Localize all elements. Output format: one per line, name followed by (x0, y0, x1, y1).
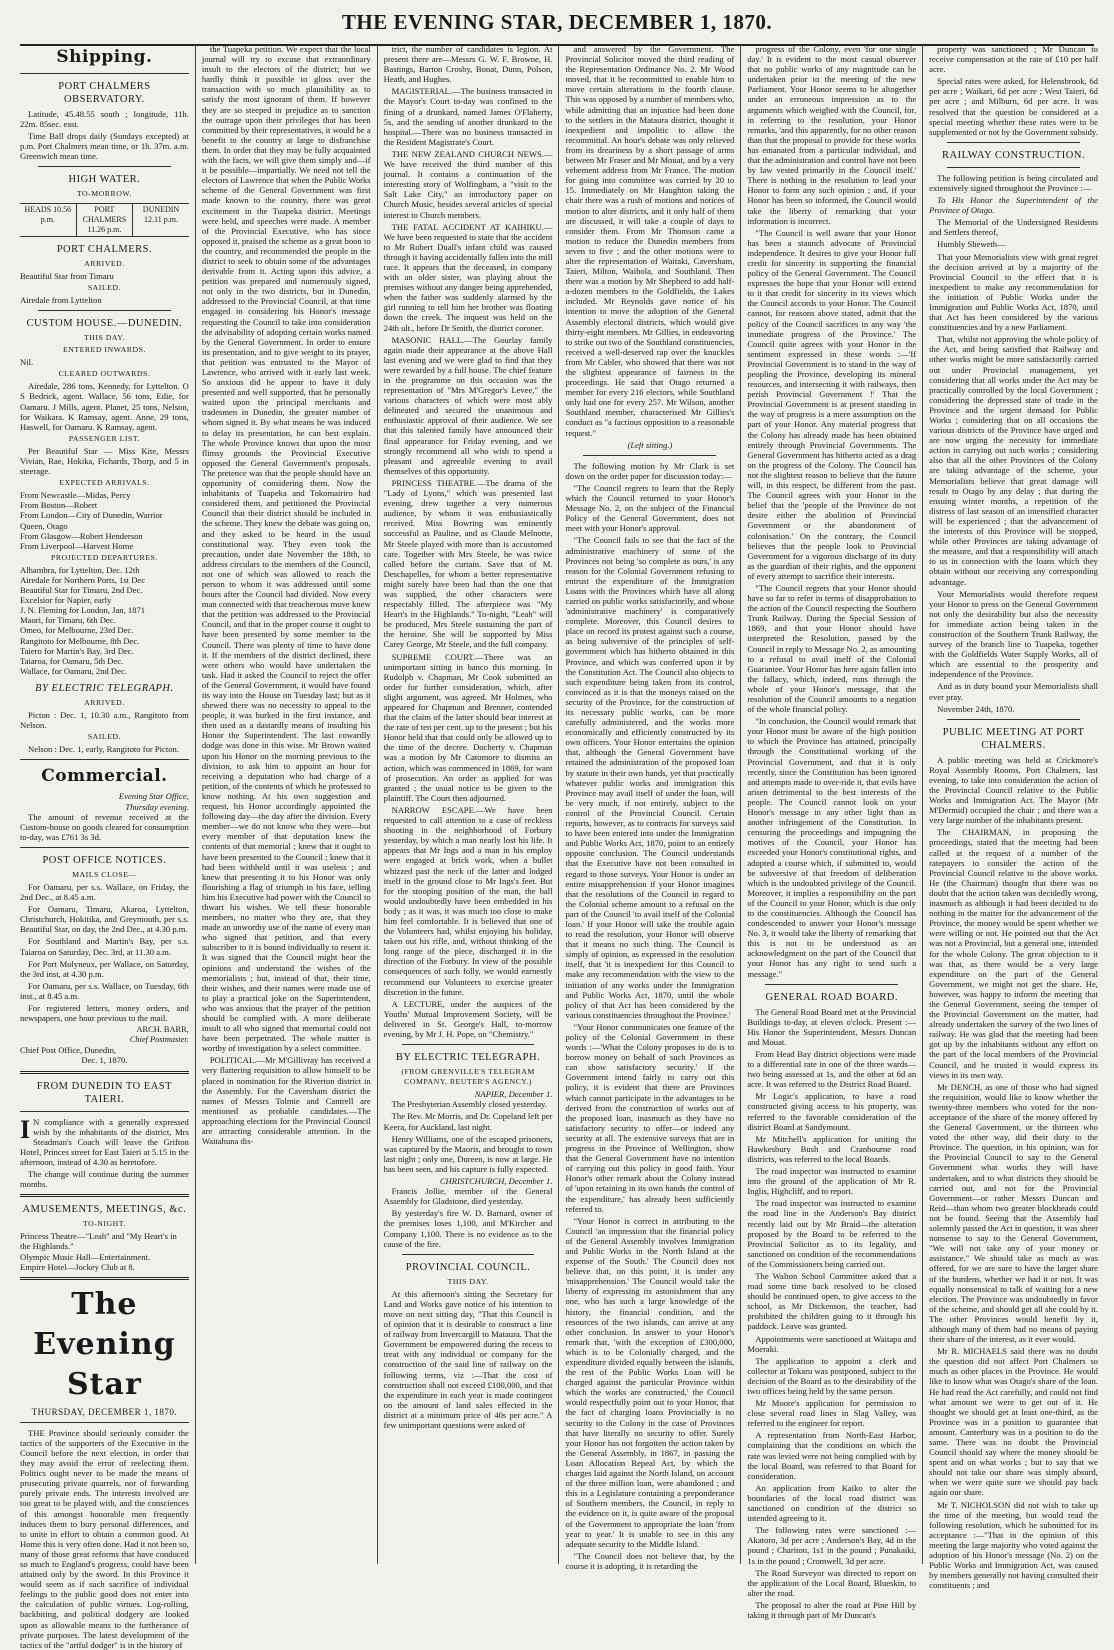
road-board-title: GENERAL ROAD BOARD. (765, 991, 898, 1003)
divider (20, 1071, 189, 1074)
motion-paragraph: "The Council regrets to learn that the Reply which the Council returned to your Honor's Message No. 2, on the subject of the Financial Policy of the General Government, does not meet with your Honor's approval. (565, 482, 735, 534)
amusement-item: Empire Hotel—Jockey Club at 8. (20, 1261, 135, 1272)
news-paragraph: A LECTURE, under the auspices of the Youths' Mutual Improvement Society, will be delivered in St. George's Hall, to-morrow evening, by Mr J. H. Pope, on "Chemistry." (383, 998, 553, 1039)
tide-table (20, 203, 189, 237)
left-sitting: (Left sitting.) (627, 439, 673, 450)
port-arrived-label: ARRIVED. (84, 258, 125, 268)
council-continued: and answered by the Government. The Provincial Solicitor moved the third reading of the Representation Ordinance No. 2. Mr Wood moved, that it be recommitted to enable him to move certain alterations in the fourth clause. This was opposed by a number of members who, while admitting that an injustice had been done to the settlers in the Mataura district, thought it inexpedient and impolitic to allow the recommittal. An hour's debate was only relieved from its dreariness by a short passage of arms between Mr Fraser and Mr Mouat, and by a very vehement address from Mr France. The motion for going into committee was carried by 20 to 15. Immediately on Mr Haughton taking the chair there was a rush of motions and notices of motion to alter districts, and it only half of them are discussed, it will take a couple of days to consider them. From Mr Thomson came a motion to reduce the Dunedin members from seven to five ; and the other motions were to alter the representation of Waitaki, Caversham, Taieri, Milton, Waihola, and Southland. Then there was a motion by Mr Shepherd to add half-a-dozen members to the Goldfields, the Lakes included. Mr Reynolds gave notice of his intention to move the adoption of the General Assembly electoral districts, which would give thirty-eight members. Mr Gillies, in endeavoring to strike out two of the Southland constituencies, received a well-deserved rap over the knuckles from Mr Cabler, who showed that there was not the slightest appearance of fairness in the proceedings. He said that Otago returned a member for every 216 electors, while Southland only had one for every 257. Mr Wilson, another Southland member, characterised Mr Gillies's conduct as "a factious opposition to a reasonable request." (565, 44, 735, 438)
amusement-item: Olympic Music Hall—Entertainment. (20, 1251, 151, 1262)
expected-item: From London—City of Dunedin, Warrior Queen, Otago (20, 510, 163, 531)
motion-intro: The following motion by Mr Clark is set down on the order paper for discussion today:— (565, 460, 735, 481)
council-text: At this afternoon's sitting the Secretary for Land and Works gave notice of his intention to move on next sitting day, "That this Council is of opinion that it is desirable to construct a line of railway from Invercargill to Mataura. That the Government be empowered during the recess to treat with any individual or company for the construction of the said line of railway on the following terms, viz :—That the cost of construction shall not exceed £100,000, and that the expenditure in each year is made contingent on the amount of land sales effected in the district at a minimum price of 40s per acre." A few unimportant questions were asked of (383, 1288, 553, 1430)
political-paragraph: POLITICAL.—Mr M'Gillivray has received a very flattering requisition to allow himself to be placed in nomination for the Riverton district in the Assembly. For the Caversham district the names of Messrs Tolmie and Cantrell are mentioned as probable candidates.—The approaching elections for the Provincial Council are attracting considerable attention. In the Waitahuna dis- (201, 1055, 371, 1147)
electric-sailed-label: SAILED. (87, 732, 121, 742)
taieri-text (20, 1114, 189, 1167)
meeting-paragraph: Mr R. MICHAELS said there was no doubt the question did not affect Port Chalmers so much as other places in the Province. He would like to know what was Otago's share of the loan. He had read the Act carefully, and could not find what amount we were to get out of it. He thought we should get at least one-third, as the Province was in a position to guarantee that amount. Canterbury was in a position to do the same. There was no doubt the Provincial Council should say where the money should be spent and on what works ; but to say that we should not take our share was simply absurd, when we were quite sure we should pay back again our share. (929, 1346, 1098, 1498)
projected-item: Alhambra, for Lyttelton, Dec. 12th (20, 564, 140, 575)
high-water-sub: TO-MORROW. (76, 189, 132, 199)
dropcap: I (20, 1114, 31, 1144)
dateline: THURSDAY, DECEMBER 1, 1870. (31, 1406, 178, 1417)
divider (38, 310, 171, 311)
masthead (0, 10, 1114, 42)
commercial-header: Commercial. (41, 766, 168, 787)
divider (402, 1044, 535, 1045)
projected-item: Beautiful Star for Timaru, 2nd Dec. (20, 585, 143, 596)
motion-continued: progress of the Colony, even 'for one single day.' It is evident to the most casual observer that no public works of any magnitude can be undertaken prior to the meeting of the new Parliament. Your Honor seems to be altogether under an erroneous impression as to the arguments which weighed with the Council, for, in referring to the resolution, your Honor remarks, 'and this apparently, for no other reason than that the proposal to provide for these works has emanated from a particular individual, and that the administration and control have not been by law vested primarily in the Council itself.' There is nothing in the resolution to lead your Honor to form any such opinion ; and, if your Honor has been so informed, the Council would take the liberty of remarking that your information is incorrect. (747, 44, 917, 226)
road-paragraph: The Road Surveyor was directed to report on the application of the Local Board, Blueskin, to alter the road. (747, 1567, 917, 1598)
post-line: For registered letters, money orders, and newspapers, one hour previous to the mail. (20, 1003, 189, 1024)
post-line: For Oamaru, per s.s. Wallace, on Tuesday, 6th inst., at 8.45 a.m. (20, 980, 189, 1001)
high-water-title: HIGH WATER. (68, 174, 141, 186)
taieri-text2: The change will continue during the summer months. (20, 1169, 189, 1190)
customs-cleared-label: CLEARED OUTWARDS. (58, 369, 151, 379)
column-3 (377, 44, 559, 1564)
editorial-continued: the Tuapeka petition. We expect that the local journal will try to excuse that extraordinary insult to the electors of the district; but we hardly think it possible to gloss over the transaction with so much plausibility as to satisfy the most ignorant of them. If however they are so steeped in prejudice as to sanction the outrage upon their privileges that has been committed by their representatives, it would be a benefit to the country at large to disfranchise them. In order that they may be fully acquainted with the facts, we will give them simply and—if it be possible—impartially. We need not tell the electors of Lawrence that when the Public Works scheme of the General Government was first made known to the country, there was great excitement in the Tuapeka district. Meetings were held, and speeches were made. A member of the Provincial Executive, who has since opposed it, praised the scheme as a great boon to the country, and recommended the people in the district to seek to obtain some of the advantages derivable from it. Acting upon this advice, a petition was prepared and numerously signed, not only in the two districts, but in Dunedin, addressed to the Provincial Council, at that time engaged in considering his Honor's message requesting the Council to take into consideration the advisability of adopting certain works named by the General Government. In order to ensure its presentation, and to give weight to its prayer, that petition was entrusted to the Mayor of Lawrence, who arrived with it early last week. So anxious did he appear to have it duly presented and well supported, that he personally waited upon the principal merchants and tradesmen in Dunedin, the greater number of whom signed it. By what means he was induced to delay its presentation, he can best explain. The whole Province knows that upon the most flimsy grounds the Provincial Executive opposed the General Government's proposals. The pretence was that the people should have an opportunity of considering them. Now the inhabitants of Tuapeka and Tokomairiro had considered them, and petitioned the Provincial Council that their district should be included in the scheme. They knew the debate was going on, and they asked to be heard in the usual constitutional way. They even took the precaution, under date November the 18th, to address circulars to the members of the Council, not one of which was allowed to reach the person to whom it was addressed until some hours after the Council had divided. Now every man connected with that treacherous move knew that the petition was addressed to the Provincial Council, and that in the proper course it ought to have been presented by some member to the Council. There was plenty of time to have done it. If the members of the district declined, there were others who would have undertaken the task. Had it asked the Council to reject the offer of the General Government, it would have found its way into the House on Tuesday last; but as it shewed there was no necessity to appeal to the people, it was burked in the first instance, and then used as a dastardly means of insulting his Honor the Superintendent. The last cowardly dodge was done in this wise. Mr Brown waited upon his Honor on the morning previous to the division, to ask him to appoint an hour for receiving a deputation who had charge of a petition, of the contents of which he professed to know nothing. At his own suggestion and request, his Honor accordingly appointed the following day—the day after the division. Every member—we do not know who they were—but every member of that deputation knew the contents of that memorial ; knew that it ought to have been presented to the Council ; knew that it had been withheld until it was useless ; and knew that presenting it to his Honor was only flourishing a flag of triumph in his face, telling him his Executive had power with the Council to thwart his wishes. We tell these honorable members, no matter who they are, that they made an unworthy use of the name of every man who signed that petition, and that every subscriber to it is bound individually to resent it. It was signed that the Council might hear the opinions and understand the wishes of the memorialists ; but, instead of that, their time, their wishes, and their names were made use of to play a practical joke on the Superintendent, who was anxious that the prayer of the petition should be complied with. A more deliberate insult to all who signed that memorial could not have been perpetrated. The whole matter is worthy of investigation by a select committee. (201, 44, 371, 1054)
tide-cell: HEADS 10.56 p.m. (24, 204, 72, 224)
council-title: PROVINCIAL COUNCIL. (405, 1261, 531, 1273)
road-paragraph: An application from Kaiko to alter the boundaries of the local road district was sanctioned on condition of the district so intended agreeing to it. (747, 1482, 917, 1524)
projected-item: Taiaroa, for Oamaru, 5th Dec. (20, 655, 124, 666)
paper-title: The Evening Star (33, 1286, 176, 1402)
post-signer-title: Chief Postmaster. (129, 1035, 189, 1045)
road-paragraph: The Walton School Committee asked that a road some time back resolved to be closed should be continued open, to give access to the school, as Mr Dickenson, the teacher, had prohibited the children going to it through his paddock. Leave was granted. (747, 1270, 917, 1332)
projected-item: Excelsior for Napier, early (20, 595, 112, 606)
divider (947, 142, 1080, 143)
telegraph-item: By yesterday's fire W. D. Barnard, owner of the premises loses 1,100, and M'Kircher and Company 1,100. There is no evidence as to the cause of the fire. (383, 1208, 553, 1249)
meeting-paragraph: Mr T. NICHOLSON did not wish to take up the time of the meeting, but would read the following resolution, which he submitted for its acceptance :—"That in the opinion of this meeting the large majority who voted against the adoption of his Honor's message (No. 2) on the Public Works and Immigration Act, was caused by members generally not having consulted their constituents ; and (929, 1499, 1098, 1591)
road-paragraph: The General Road Board met at the Provincial Buildings to-day, at eleven o'clock. Present :—His Honor the Superintendent, Messrs Duncan and Mouat. (747, 1006, 917, 1047)
projected-item: Rangitoto for Melbourne, 8th Dec. (20, 635, 140, 646)
taieri-body: N compliance with a generally expressed wish by the inhabitants of the district, Mrs Steadman's Coach will leave the Grifton Hotel, Princes street for East Taieri at 5.15 in the afternoon, instead of 4.30 as heretofore. (20, 1116, 189, 1167)
telegraph-dateline: CHRISTCHURCH, December 1. (439, 1176, 553, 1187)
council-day: THIS DAY. (447, 1276, 489, 1286)
post-office: Chief Post Office, Dunedin, (20, 1045, 117, 1056)
amusements-sub: TO-NIGHT. (82, 1219, 126, 1229)
divider (20, 847, 189, 848)
expected-item: From Newcastle—Midas, Percy (20, 490, 131, 501)
divider (20, 1194, 189, 1197)
post-date: Dec. 1, 1870. (81, 1055, 128, 1066)
road-paragraph: A representation from North-East Harbor, complaining that the conditions on which the rate was levied were not being complied with by the local Board, was referred to that Board for consideration. (747, 1430, 917, 1481)
passenger-list: Per Beautiful Star — Miss Kite, Messrs Vivian, Rae, Hokika, Fichards, Thorp, and 5 in steerage. (20, 445, 189, 477)
divider (402, 1254, 535, 1255)
petition-paragraph: And as in duty bound your Memorialists shall ever pray. (929, 681, 1098, 702)
post-signer: ARCH. BARR, (136, 1025, 189, 1035)
road-paragraph: The proposal to alter the road at Pine Hill by taking it through part of Mr Duncan's (747, 1599, 917, 1620)
expected-label: EXPECTED ARRIVALS. (59, 478, 150, 488)
road-paragraph: The application to appoint a clerk and collector at Tokaru was postponed, subject to the decision of the Board as to the desirability of the two offices being held by the same person. (747, 1355, 917, 1396)
news-paragraph: SUPREME COURT.—There was an unimportant sitting in banco this morning. In Rudolph v. Chapman, Mr Cook submitted an order for further consideration, which, after slight argument, was agreed. Mr Holmes, who appeared for Chapman and Brenner, contended that the claim of the latter should bear interest at the rate of ten per cent. up to the present ; but his Honor held that that could only be allowed up to the time of the decree. Docherty v. Chapman was a motion by Mr Catomore to dismiss an action, which was commenced in 1869, for want of prosecution. An order as applied for was granted ; the usual notice to be given to the plaintiff. The Court then adjourned. (383, 651, 553, 803)
electric-sailed: Nelson : Dec. 1, early, Rangitoto for Picton. (28, 744, 179, 755)
meeting-paragraph: The CHAIRMAN, in proposing the proceedings, stated that the meeting had been called at the request of a number of the ratepayers to consider the action of the Provincial Council relative to the above works. He (the Chairman) thought that there was no doubt that the action taken was decidedly wrong, inasmuch as although it had been decided to do nothing in the matter for the advancement of the Province, the money would be spent whether we were willing or not. He pointed out that the Act was not a Provincial, but a general one, intended for the whole Colony. The great objection to it was that, as there would be a very large expenditure on the part of the General Government, we might not get the share. He, however, was happy to inform the meeting that the General Government, seeing the temper of the Provincial Government on the matter, had already undertaken the survey of the two lines of railway. He was glad that the meeting had been got up by the inhabitants without any effort on the part of the local members of the Provincial Council, and he trusted it would express its views in its own way. (929, 827, 1098, 1080)
tide-cell: DUNEDIN 12.11 p.m. (132, 204, 189, 236)
post-line: For Port Molyneux, per Wallace, on Saturday, the 3rd inst, at 4.30 p.m. (20, 958, 189, 979)
tide-cell: PORT CHALMERS 11.26 p.m. (76, 204, 133, 236)
meeting-title: PUBLIC MEETING AT PORT CHALMERS. (942, 726, 1085, 751)
port-sailed: Airedale from Lyttelton (20, 294, 102, 305)
column-1 (20, 44, 195, 1650)
projected-item: J. N. Fleming for London, Jan, 1871 (20, 605, 146, 616)
column-6 (922, 44, 1098, 1591)
news-paragraph: trict, the number of candidates is legion. At present there are—Messrs G. W. F. Browne, H. Bastings, Barton Crosby, Bonat, Dunn, Polson, Heath, and Hughes. (383, 44, 553, 85)
projected-item: Omeo, for Melbourne, 23rd Dec. (20, 625, 134, 636)
meeting-paragraph: Mr DENCH, as one of those who had signed the requisition, would like to know whether the twenty-three members who voted for the non-acceptance of the share of the money offered by the General Government, or the thirteen who voted the other way, did their duty to the Province. The question, in his opinion, was for the Provincial Council to say to the General Government what works they will have undertaken, and to what districts they should be carried out, and not for the Provincial Government—or rather Messrs Duncan and Reid—than whom two greater blockheads could not be found. Seeing that the Assembly had solemnly passed the Act in question, it was sheer nonsense to say to the General Government, "We will not take any of your money or assistance." We should take as much as was offered, for we are sure to have the larger share of the burdens, whether we had it or not. It was equally nonsensical to talk of waiting for a new election. The Province was undoubtedly in favor of the scheme, and should get all she could by it. The other Provinces would benefit by it, although many of them had no means of paying their share of the interest, as it ever would. (929, 1081, 1098, 1345)
customs-cleared: Airedale, 286 tons, Kennedy, for Lyttelton. O S Bedrick, agent. Wallace, 56 tons, Edie, for Oamaru. J Mills, agent. Planet, 25 tons, Nelson, for Waikara. K Ramsay, agent. Anne, 29 tons, Haswell, for Oamaru. K Ramsay, agent. (20, 381, 189, 432)
telegraph-dateline: NAPIER, December 1. (474, 1089, 553, 1100)
taieri-title: FROM DUNEDIN TO EAST TAIERI. (36, 1080, 173, 1105)
railway-title: RAILWAY CONSTRUCTION. (941, 149, 1086, 161)
projected-item: Taiero for Martin's Bay, 3rd Dec. (20, 645, 134, 656)
masthead-title: THE EVENING STAR, DECEMBER 1, 1870. (341, 10, 773, 34)
road-paragraph: Mr Moore's application for permission to close several road lines in Slag Valley, was referred to the engineer for report. (747, 1398, 917, 1429)
customs-entered-label: ENTERED INWARDS. (62, 345, 146, 355)
petition-intro: The following petition is being circulated and extensively signed throughout the Province :— (929, 172, 1098, 193)
passenger-label: PASSENGER LIST. (68, 433, 141, 443)
news-paragraph: THE NEW ZEALAND CHURCH NEWS.—We have received the third number of this journal. It contains a continuation of the interesting story of Wolfingham, a "visit to the Salt Lake City," an introductory paper on Church Music, besides several articles of special interest to Church members. (383, 148, 553, 220)
petition-address: To His Honor the Superintendent of the Province of Otago. (929, 195, 1098, 216)
port-title: PORT CHALMERS. (56, 243, 153, 255)
observatory-line: Latitude, 45.48.55 south ; longitude, 11h. 22m. 85sec. east. (20, 109, 189, 130)
telegraph-item: Francis Jollie, member of the General Assembly for Gladstone, died yesterday. (383, 1186, 553, 1207)
post-title: POST OFFICE NOTICES. (42, 854, 167, 866)
amusements-title: AMUSEMENTS, MEETINGS, &c. (22, 1204, 187, 1216)
editorial-text: THE Province should seriously consider the tactics of the supporters of the Executive in the Council before the next election, in order that they may avoid the error of reelecting them. Politics ought never to be made the means of prosecuting private quarrels, nor of forwarding purely private ends. The interests involved are too great to be played with, and the consciences of this amongst honorable men frequently induces them to bury personal differences, and to unite in effort to obtain a common good. At Home this is very often done. Had it not been so, many of those great reforms that have conduced so much to England's progress, could have been attained only by the sword. In this Province it would seem as if such sacrifice of individual feelings to the public good does not enter into the calculation of public virtues. Log-rolling, backbiting, and political dodgery are looked upon as allowable means to the furtherance of private purposes. The latest development of the tactics of the "artful dodger" is in the history of (20, 1427, 189, 1650)
road-paragraph: Mr Logic's application, to have a road constructed giving access to his property, was referred to the favorable consideration of the district Board at Sandymount. (747, 1091, 917, 1132)
projected-item: Maori, for Timaru, 6th Dec. (20, 615, 116, 626)
column-4 (558, 44, 740, 1571)
petition-memorial: The Memorial of the Undersigned Residents and Settlers thereof, (929, 217, 1098, 238)
post-sub: MAILS CLOSE— (72, 869, 137, 879)
motion-paragraph: "In conclusion, the Council would remark that your Honor must be aware of the high position to which the Province has attained, principally through the Constitutional working of the Provincial Government, and that it is only recently, since the Constitution has been ignored and attempts made to over-ride it, that evils have arisen detrimental to the best interests of the people. The Council cannot look on your Honor's message in any other light than as another infringement of the Constitution. In censuring the proceedings and impugning the motives of the Council, your Honor has exceeded your Honor's constitutional rights, and adopted a course which, if submitted to, would be subversive of that freedom of deliberation which is the undoubted privilege of the Council. Moreover, it implies a responsibility on the part of the Council to your Honor, which is due only to the constituencies. Although the Council has condescended to answer your Honor's message No. 3, it would take the liberty of remarking that this is not to be understood as an acknowledgment on the part of the Council that your Honor has any right to send such a message." (747, 716, 917, 979)
petition-paragraph: Your Memorialists would therefore request your Honor to press on the General Government not only the desirability but also the necessity for immediate action being taken in the construction of the Southern Trunk Railway, the survey of the branch line to Tuapeka, together with the Goldfields Water Supply Works, all of which are essential to the prosperity and independence of the Province. (929, 588, 1098, 680)
observatory-title: PORT CHALMERS OBSERVATORY. (58, 81, 151, 105)
customs-day: THIS DAY. (83, 332, 125, 342)
projected-label: PROJECTED DEPARTURES. (51, 552, 158, 562)
telegraph-item: Henry Williams, one of the escaped prisoners, was captured by the Maoris, and brought to town last night ; only one, Dureen, is now at large. He has been seen, and his capture is fully expected. (383, 1133, 553, 1174)
road-paragraph: Special rates were asked, for Helensbrook, 6d per acre ; Waikari, 6d per acre ; West Taieri, 6d per acre ; and Milburn, 6d per acre. It was resolved that the question be considered at a special meeting whether these rates were to be supplemented or not by the Government subsidy. (929, 76, 1098, 137)
observatory-line: Time Ball drops daily (Sundays excepted) at p.m. Port Chalmers mean time, or 1h. 37m. a.m. Greenwich mean time. (20, 131, 189, 162)
divider (20, 1422, 189, 1423)
divider (947, 719, 1080, 720)
expected-item: From Glasgow—Robert Henderson (20, 530, 143, 541)
telegraph-title: BY ELECTRIC TELEGRAPH. (395, 1052, 541, 1064)
port-sailed-label: SAILED. (87, 282, 121, 292)
post-line: For Oamaru, Timaru, Akaroa, Lyttelton, Christchurch, Hokitika, and Greymouth, per s.s. Beautiful Star, on day, the 2nd Dec., at 4.30 p.m. (20, 904, 189, 935)
electric-title: BY ELECTRIC TELEGRAPH. (35, 682, 174, 694)
projected-item: Airedale for Northern Ports, 1st Dec (20, 575, 146, 585)
divider (20, 759, 189, 760)
news-paragraph: MAGISTERIAL.—The business transacted in the Mayor's Court to-day was confined to the fining of a drunkard, named James O'Flaherty, 5s, and the sending of another drunkard to the hospital.—There was no business transacted in the Resident Magistrate's Court. (383, 86, 553, 147)
news-paragraph: THE FATAL ACCIDENT AT KAIHIKU.—We have been requested to state that the accident to Mr Robert Duall's infant child was caused through it having accidentally fallen into the mill race. It appears that the deceased, in company with an older sister, was playing about the premises without any danger being apprehended, when the father was suddenly alarmed by the girl running to tell him her brother was floating down the creek. The inquest was held on the 24th ult., before Dr Smith, the district coroner. (383, 221, 553, 333)
news-paragraph: NARROW ESCAPE.—We have been requested to call attention to a case of reckless shooting in the neighborhood of Forbury yesterday, by which a man nearly lost his life. It appears that Mr Ings and a man in his employ were engaged at brick work, when a bullet whizzed past the neck of the latter and lodged itself in the ground close to Mr Ings's feet. But for the stooping position of the man, the ball would undoubtedly have been embedded in his body ; as it was, it was much too close to make him feel comfortable. It is believed that one of the Volunteers had, whilst enjoying his holiday, taken out his rifle, and, without thinking of the long range of the piece, discharged it in the direction of the Forbury. In view of the possible consequences of such folly, we would earnestly recommend our Volunteers to exercise greater discretion in the future. (383, 804, 553, 997)
amusement-item: Princess Theatre—"Leah" and "My Heart's in the Highlands." (20, 1231, 177, 1252)
motion-paragraph: "Your Honor is correct in attributing to the Council 'an impression that the financial policy of the General Assembly involves Immigration and Public Works in the North Island at the expense of the South.' The Council does not believe that, on this point, it is under any 'misapprehension.' The Council would take the liberty of expressing its astonishment that any one, who has such a large knowledge of the history, the financial condition, and the resources of the two islands, can arrive at any other conclusion. In answer to your Honor's remark that, 'with the exception of £300,000, which is to be Colonially charged, and the expenditure divided equally between the islands, the rest of the Public Works Loan will be charged against the particular Province within which the works are constructed,' the Council would respectfully point out to your Honor, that the fact of charging loans Provincially is no security to the Colony in the case of Provinces that have literally no security to offer. Surely your Honor has not forgotten the action taken by the General Assembly, in 1867, in passing the Loan Allocation Repeal Act, by which the charges laid against the North Island, on account of the three million loan, were abandoned ; and this in a Legislature containing a preponderance of Southern members, the Council, in reply to the evidence on it, is quite aware of the proposal of the Government to appropriate the loan 'from year to year.' It is unable to see in this any adequate security to the Middle Island. (565, 1215, 735, 1549)
divider (583, 455, 716, 456)
petition-sheweth: Humbly Sheweth— (937, 239, 1006, 250)
column-5 (740, 44, 922, 1620)
customs-entered: Nil. (20, 357, 34, 368)
news-paragraph: PRINCESS THEATRE.—The drama of the "Lady of Lyons," which was presented last evening, drew together a very numerous audience, by whom it was enthusiastically received. Miss Bowring was eminently successful as Pauline, and as Claude Melnotte, Mr Steele played with more than is accustomed care. Together with Mrs Steele, he was twice called before the curtain. Save that of M. Deschapelles, for whom a better representative might surely have been had than the one that was supplied, the other characters were respectably filled. The afterpiece was "My Heart's in the Highlands." To-night, "Leah" will be produced, Mrs Steele sustaining the part of the heroine. She will be supported by Miss Carey George, Mr Steele, and the full company. (383, 477, 553, 650)
customs-title: CUSTOM HOUSE.—DUNEDIN. (26, 317, 183, 329)
telegraph-item: The Rev. Mr Morris, and Dr. Copeland left per Keera, for Auckland, last night. (383, 1111, 553, 1132)
projected-item: Wallace, for Oamaru, 2nd Dec. (20, 665, 127, 676)
news-paragraph: MASONIC HALL.—The Gourlay family again made their appearance at the above Hall last evening and we were glad to find that they were rewarded by a full house. The chief feature in the programme on this occasion was the representation of "Mrs M'Gregor's Levee," the various characters of which were most ably delineated and secured the unanimous and enthusiastic approval of their audience. We see that this talented family have announced their final appearance for Friday evening, and we strongly recommend all who wish to spend a pleasant and agreeable evening to avail themselves of this opportunity. (383, 334, 553, 476)
road-paragraph: The road inspector was instructed to examine the road line in the Anderson's Bay district recently laid out by Mr Braid—the alteration proposed by the Board to be referred to the Provincial Solicitor as to its legality, and sanctioned on condition of the recommendations of the Commissioners being carried out. (747, 1198, 917, 1269)
petition-date: November 24th, 1870. (937, 703, 1015, 714)
meeting-paragraph: A public meeting was held at Crickmore's Royal Assembly Rooms, Port Chalmers, last evening, to take into consideration the action of the Provincial Council relative to the Public Works and Immigration Act. The Mayor (Mr M'Dermid) occupied the chair ; and there was a very large number of the inhabitants present. (929, 754, 1098, 826)
expected-item: From Liverpool—Harvest Home (20, 540, 134, 551)
divider (20, 1277, 189, 1280)
expected-item: From Boston—Robert (20, 500, 98, 511)
road-paragraph: Mr Mitchell's application for uniting the Hawkesbury Bush and Cranbourne road districts, was referred to the local Boards. (747, 1133, 917, 1164)
petition-paragraph: That your Memorialists view with great regret the decision arrived at by a majority of the Provincial Council to the effect that it is inexpedient to make any recommendation for the initiation of Public Works under the Immigration and Public Works Act, 1870, until that Act has been considered by the various constituencies and by a new Parliament. (929, 251, 1098, 333)
road-paragraph: From Head Bay district objections were made to a differential rate in one of the three wards—two being assessed at 1s, and the other at 6d an acre. It was referred to the District Road Board. (747, 1049, 917, 1090)
road-continued: property was sanctioned ; Mr Duncan to receive compensation at the rate of £10 per half acre. (929, 44, 1098, 75)
divider (20, 1111, 189, 1112)
road-paragraph: The following rates were sanctioned :—Akatoro, 3d per acre ; Anderson's Bay, 4d in the pound ; Chariton, 1s1 in the pound ; Punakaiki, 1s in the pound ; Cromwell, 3d per acre. (747, 1525, 917, 1566)
shipping-header: Shipping. (56, 47, 153, 67)
divider (947, 167, 1080, 168)
divider (765, 984, 898, 985)
telegraph-item: The Presbyterian Assembly closed yesterday. (391, 1099, 547, 1110)
commercial-when: Thursday evening. (125, 801, 189, 812)
electric-arrived: Picton : Dec. 1, 10.30 a.m., Rangitoto from Nelson. (20, 710, 189, 731)
divider (20, 73, 189, 74)
port-arrived: Beautiful Star from Timaru (20, 270, 114, 281)
road-paragraph: The road inspector was instructed to examine into the ground of the application of Mr R. Inglis, Highcliff, and to report. (747, 1166, 917, 1197)
road-paragraph: Appointments were sanctioned at Waitapa and Moeraki. (747, 1333, 917, 1354)
motion-paragraph: "The Council does not believe that, by the course it is adopting, it is retarding the (565, 1550, 735, 1571)
newspaper-columns (20, 44, 1098, 1650)
post-line: For Oamaru, per s.s. Wallace, on Friday, the 2nd Dec., at 8.45 a.m. (20, 881, 189, 903)
motion-paragraph: "The Council is well aware that your Honor has been a staunch advocate of Provincial independence. It desires to give your Honor full credit for sincerity in supporting the financial policy of the General Government. The Council expresses the hope that your Honor will extend to it that credit for sincerity in its views which the Council accords to your Honor. The Council cannot, for reasons above stated, admit that the policy of the Council sacrifices in any way 'the immediate progress of the Province.' The Council quite agrees with your Honor in the sentiment expressed in these words :—'If Provincial Government is to stand in the way of peopling the Province, developing its mineral resources, and intersecting it with railways, then perish Provincial Government !' That the Provincial Government is at present standing in the way of progress is a mere assumption on the part of your Honor. Any material progress that the Colony has already made has been obtained entirely through Provincial Governments. The General Government has hitherto acted as a drag on the progress of the Colony. The Council has not the slightest reason to believe that the future will, in this respect, be different from the past. The Council agrees with your Honor in the belief that the 'people of the Province do not desire either the abolition of Provincial Government or the abandonment of colonisation.' On the contrary, the Council believes that the people look to Provincial Government for a vigorous discharge of its duty as the guardian of their rights, and the opponent of every attempt to sacrifice their interests. (747, 227, 917, 581)
post-line: For Southland and Martin's Bay, per s.s. Taiaroa on Saturday, Dec. 3rd, at 11.30 a.m. (20, 936, 189, 957)
motion-paragraph: "The Council regrets that your Honor should have so far to refer in terms of disapprobation to the action of the Council respecting the Southern Trunk Railway. During the Special Session of 1869, and that your Honor should have interpreted the Resolution, passed by the Council in reply to Message No. 2, as amounting to a refusal to avail itself of the Colonial Guarantee. Your Honor has here again fallen into the fallacy, which, indeed, runs through the whole of your Honor's message, that the resolution of the Council amounts to a negation of the whole financial policy. (747, 582, 917, 715)
telegraph-source: (FROM GRENVILLE'S TELEGRAM COMPANY, REUTER'S AGENCY.) (401, 1067, 535, 1087)
motion-paragraph: "The Council fails to see that the fact of the administrative machinery of some of the Provinces not being 'so complete as ours,' is any reason for the Colonial Government refusing to entrust the expenditure of the Immigration Loans with the Provinces which have all along carried on public works satisfactorily, and whose 'administrative machinery' is comparatively complete. Moreover, this Council desires to place on record its protest against such a course, as being subversive of the principles of self-government which has hitherto obtained in this Province, and which was conferred upon it by the Constitution Act. The Council also objects to such expenditure being taken from its control, convinced as it is that the moneys raised on the security of the Province, for the construction of its necessary public works, can be more carefully administered, and the works more economically and efficiently constructed by its own officers. Your Honor entertains the opinion that, although the General Government have retained the administration of the proposed loan by statute in their own hands, yet that practically whatever public works and immigration this Province may avail itself of under the loan, will be very much, if not entirely, subject to the control of the Provincial Council. Certain reports, however, as to contracts for surveys said to have been entered into under the Immigration and Public Works Act, 1870, point to an entirely opposite conclusion. The Council understands that the Executive have not been consulted in regard to those surveys. Your Honor is under an entire misapprehension if your Honor imagines that the resolutions of the Council in regard to the Colonial scheme amount to a refusal on the part of the Council 'to avail itself of the Colonial loan.' If your Honor will take the trouble again to read the resolution, your Honor will observe that it means no such thing. The Council is simply of opinion, as expressed in the resolution itself, that 'it is inexpedient for this Council to make any recommendation with the view to the initiation of any works under the Immigration and Public Works Act, 1870, until the whole policy of that Act has been considered by the various constituencies throughout the Province.' (565, 535, 735, 1020)
commercial-text: The amount of revenue received at the Custom-house on goods cleared for consumption to-day, was £761 3s 3d. (20, 811, 189, 842)
motion-paragraph: "Your Honor communicates one feature of the policy of the Colonial Government in these words :—'What the Colony proposes to do is to borrow money on behalf of such Provinces as can show satisfactory security.' If the Government intend fairly to carry out this policy, it is evident that there are Provinces which cannot participate in the advantages to be derived from the construction of works out of the proposed loan, inasmuch as they have no satisfactory security to offer—or indeed any security at all. The extensive surveys that are in progress in the Province of Wellington, show that the General Government have no intention of carrying out this policy in good faith. Your Honor's other remark about the Colony instead of 'upon retaining in its own hands the control of the expenditure,' has already been sufficiently referred to. (565, 1021, 735, 1214)
column-2 (195, 44, 377, 1564)
divider (38, 166, 171, 167)
petition-paragraph: That, whilst not approving the whole policy of the Act, and being satisfied that Railway and other works might be more satisfactorily carried out under Provincial management, yet considering that all works under the Act may be practically controlled by the local Government ; considering the depressed state of trade in the Province and the urgent demand for Public Works ; considering that on all occasions the various districts of the Province have urged and are now urging the necessity for immediate action in carrying out such works ; considering also that all the other Provinces of the Colony are taking advantage of the scheme, your Memorialists believe that great damage will result to Otago by any delay ; that during the ensuing winter months, a repetition of the distress of last season of an intensified character will be experienced ; that the advancement of the interests of this Province will be stopped, while other Provinces are taking advantage of the measure, and that a responsibility will attach to us in connection with the loans which they obtain without our receiving any corresponding advantage. (929, 334, 1098, 587)
electric-arrived-label: ARRIVED. (84, 697, 125, 707)
commercial-office: Evening Star Office, (118, 791, 189, 802)
